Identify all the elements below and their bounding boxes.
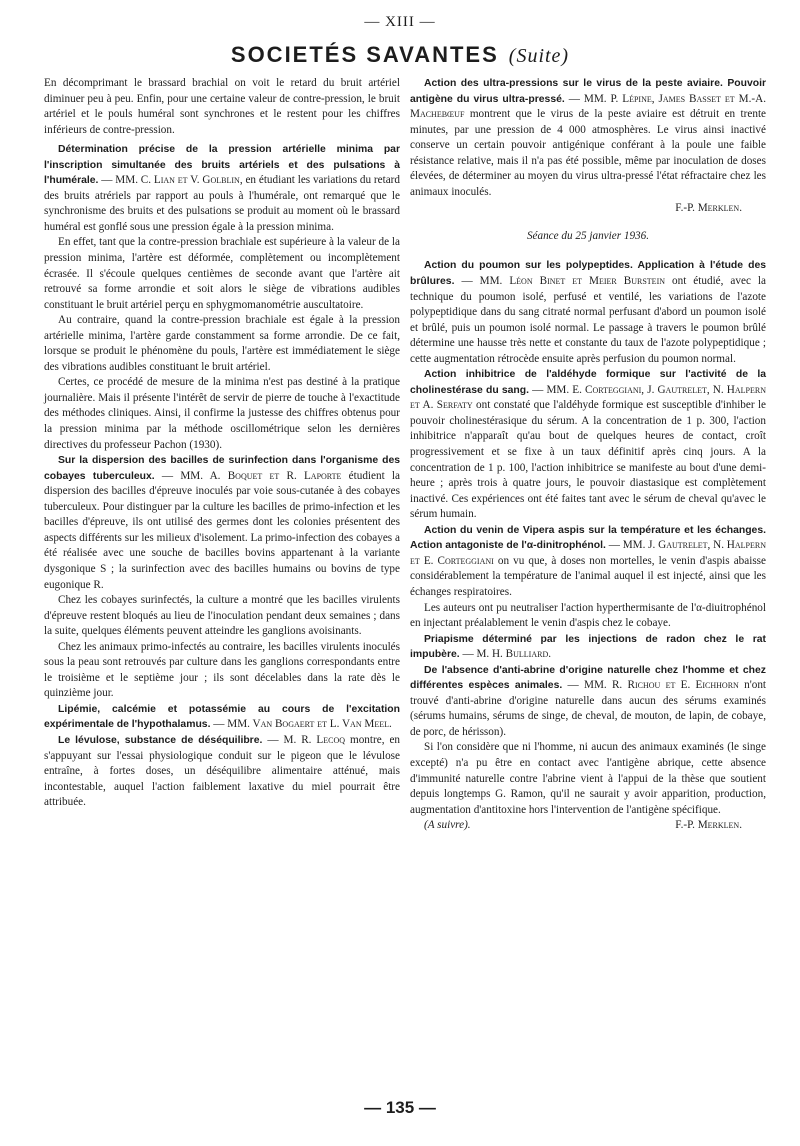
article-authors: — MM. A. Boquet et R. Laporte (161, 469, 342, 482)
article-heading: Détermination précise de la pression artérielle minima par l'inscription simultanée des bruits artériels et des pulsations à l'humérale. (44, 144, 400, 187)
article-lepine (410, 76, 766, 200)
article-heading: Action du venin de Vipera aspis sur la température et les échanges. Action antagoniste de l'α-dinitrophénol. (410, 524, 766, 552)
paragraph: Chez les cobayes surinfectés, la culture a montré que les bacilles virulents d'épreuve restent bloqués au lieu de l'inoculation pendant deux semaines ; dans la suite, quelques éléments peuvent atteindre les ganglions avoisinants. (44, 594, 400, 638)
paragraph: Au contraire, quand la contre-pression brachiale est égale à la pression artérielle minima, l'artère garde constamment sa forme arrondie. De ce fait, lorsque se produit le phénomène du pouls, l'artère est immédiatement le siège des vibrations audibles constituant le bruit artériel. (44, 314, 400, 373)
article-authors: — M. H. Bulliard. (462, 648, 552, 661)
signature: F.-P. Merklen. (675, 819, 742, 832)
article-text: ont étudié, avec la technique du poumon isolé, perfusé et ventilé, les variations de l'azote polypeptidique dans du sang citraté normal perfusant d'abord un poumon isolé et brûlé, puis un poumon isolé normal. Le passage à travers le poumon brûlé détermine une hausse très nette et constante du taux de l'azote polypeptidique ; cette augmentation rétrocède ensuite après perfusion du poumon normal. (410, 275, 766, 365)
article-heading: Lipémie, calcémie et potassémie au cours de l'excitation expérimentale de l'hypothalamus. (44, 703, 400, 731)
article-text: ont constaté que l'aldéhyde formique est susceptible d'inhiber le pouvoir cholinestérasique du sérum. A la concentration de 1 p. 300, l'action inhibitrice n'apparaît qu'au bout de quelques heures de contact, croît progressivement et se fixe à un taux définitif après cinq jours. A la concentration de 1 p. 100, l'action inhibitrice se manifeste au bout d'une demi-heure ; après trois à quatre jours, le pouvoir diastasique est complètement inactivé. Ces expériences ont été faites tant avec le sérum de cheval qu'avec le sérum humain. (410, 399, 767, 521)
section-title: SOCIETÉS SAVANTES (230, 42, 499, 67)
section-suite: (Suite) (508, 45, 570, 67)
paragraph: Les auteurs ont pu neutraliser l'action hyperthermisante de l'α-diuitrophénol en injectant préalablement le venin d'aspis chez le cobaye. (410, 601, 766, 630)
article-gautrelet (410, 523, 766, 601)
article-text: étudient la dispersion des bacilles d'épreuve inoculés par voie sous-cutanée à des cobayes tuberculeux. Pour distinguer par la culture les bacilles de primo-infection et les bacilles d'épreuve, ils ont utilisé des germes dont les colonies présentent des aspects différents sur les milieux d'isolement. La primo-infection des cobayes a été réalisée avec une souche de bacilles bovins appartenant à la variante dysgonique S ; la surinfection avec des bacilles humains ou bovins de type eugonique R. (44, 469, 400, 591)
paragraph: Certes, ce procédé de mesure de la minima n'est pas destiné à la pratique journalière. Mais il présente l'intérêt de servir de pierre de touche à l'exactitude des méthodes cliniques. Ainsi, il confirme la justesse des chiffres obtenus pour la pression minima par la méthode oscillométrique selon les dernières directives du professeur Pachon (1930). (44, 376, 400, 451)
article-authors: — MM. Van Bogaert et L. Van Meel. (213, 718, 392, 731)
left-column (44, 76, 400, 811)
article-authors: — MM. J. Gautrelet, N. Halpern et E. Corteggiani (410, 539, 766, 567)
article-boquet-laporte (44, 453, 400, 593)
article-lian-golblin (44, 142, 400, 235)
article-heading: De l'absence d'anti-abrine d'origine naturelle chez l'homme et chez différentes espèces animales. (410, 664, 766, 692)
signature: F.-P. Merklen. (675, 202, 742, 215)
roman-page-number: — XIII — (364, 14, 436, 30)
article-heading: Action du poumon sur les polypeptides. Application à l'étude des brûlures. (410, 260, 766, 288)
article-authors: — MM. Léon Binet et Meier Burstein (461, 275, 666, 288)
paragraph: Chez les animaux primo-infectés au contraire, les bacilles virulents inoculés sous la peau sont retrouvés par culture dans les ganglions correspondants entre le troisième et le septième jour ; ils sont décelables dans la rate dès le quinzième jour. (44, 640, 400, 700)
article-corteggiani (410, 367, 766, 522)
article-authors: — MM. E. Corteggiani, J. Gautrelet, N. Halpern et A. Serfaty (410, 383, 766, 412)
article-heading: Sur la dispersion des bacilles de surinfection dans l'organisme des cobayes tuberculeux. (44, 455, 400, 482)
article-heading: Priapisme déterminé par les injections de radon chez le rat impubère. (410, 633, 766, 661)
article-text: montrent que le virus de la peste aviaire est détruit en trente minutes, par une pression de 4 000 atmosphères. Le virus ainsi inactivé conserve un certain pouvoir antigénique conférant à la poule une faible résistance relative, mais il n'a pas été possible, même par inoculation de doses élevées, de déterminer au moyen du virus ultra-pressé l'état réfractaire chez les animaux inoculés. (410, 108, 767, 198)
closing-line (410, 818, 766, 834)
article-van-bogaert (44, 702, 400, 733)
article-authors: — MM. R. Richou et E. Eichhorn (567, 679, 739, 692)
article-authors: — MM. C. Lian et V. Golblin, (101, 174, 243, 187)
article-heading: Le lévulose, substance de déséquilibre. (58, 734, 263, 746)
page-header (0, 42, 800, 68)
right-column (410, 76, 766, 834)
session-date: Séance du 25 janvier 1936. (526, 229, 650, 242)
paragraph: En effet, tant que la contre-pression brachiale est supérieure à la valeur de la pression minima, l'artère est déformée, complètement ou incomplètement écrasée. Il s'écoule quelques centièmes de seconde avant que l'artère ait retrouvé sa forme arrondie et soit alors le siège de vibrations audibles constituant le bruit artériel perçu en sphygmomanométrie auscultatoire. (44, 236, 400, 311)
article-authors: — MM. P. Lépine, James Basset et M.-A. Machebœuf (410, 92, 766, 121)
article-authors: — M. R. Lecoq (267, 733, 346, 746)
paragraph: En décomprimant le brassard brachial on voit le retard du bruit artériel diminuer peu à peu. Enfin, pour une certaine valeur de contre-pression, le bruit artériel et le pouls huméral sont synchrones et le restent pour les chiffres inférieurs de contre-pression. (44, 77, 400, 136)
article-text: on vu que, à doses non mortelles, le venin d'aspis abaisse considérablement la température de l'animal auquel il est injecté, ainsi que les échanges respiratoires. (410, 554, 766, 598)
page-number: — 135 — (364, 1098, 436, 1117)
article-bulliard (410, 632, 766, 663)
article-text: en étudiant les variations du retard des bruits atrériels par rapport au pouls à l'humérale, ont remarqué que le synchronisme des bruits et des pulsations se produit au moment où le brassard huméral est gonflé sous une pression égale à la pression minima. (44, 174, 401, 233)
article-richou-eichhorn (410, 663, 766, 741)
to-be-continued: (A suivre). (424, 819, 471, 832)
paragraph: Si l'on considère que ni l'homme, ni aucun des animaux examinés (le singe excepté) n'a pu être en contact avec l'antigène abrique, cette absence d'immunité naturelle contre l'abrine vient à l'appui de la thèse que soutient depuis longtemps G. Ramon, qu'il ne saurait y avoir apparition, production, augmentation d'antitoxine hors l'intervention de l'antigène spécifique. (410, 741, 766, 816)
article-text: montre, en s'appuyant sur l'essai physiologique conduit sur le pigeon que le lévulose entraîne, à fortes doses, un déséquilibre alimentaire atténué, mais incontestable, auquel l'action faiblement laxative du miel pourrait être attribuée. (44, 733, 401, 809)
article-binet-burstein (410, 258, 766, 367)
article-heading: Action des ultra-pressions sur le virus de la peste aviaire. Pouvoir antigène du virus ultra-pressé. (410, 78, 766, 105)
article-text: n'ont trouvé d'anti-abrine d'origine naturelle dans aucun des sérums examinés (sérums humains, sérums de singe, de cheval, de mouton, de lapin, de cobaye, de porc, de hérisson). (410, 679, 767, 738)
article-heading: Action inhibitrice de l'aldéhyde formique sur l'activité de la cholinestérase du sang. (410, 369, 766, 396)
article-lecoq (44, 733, 400, 811)
